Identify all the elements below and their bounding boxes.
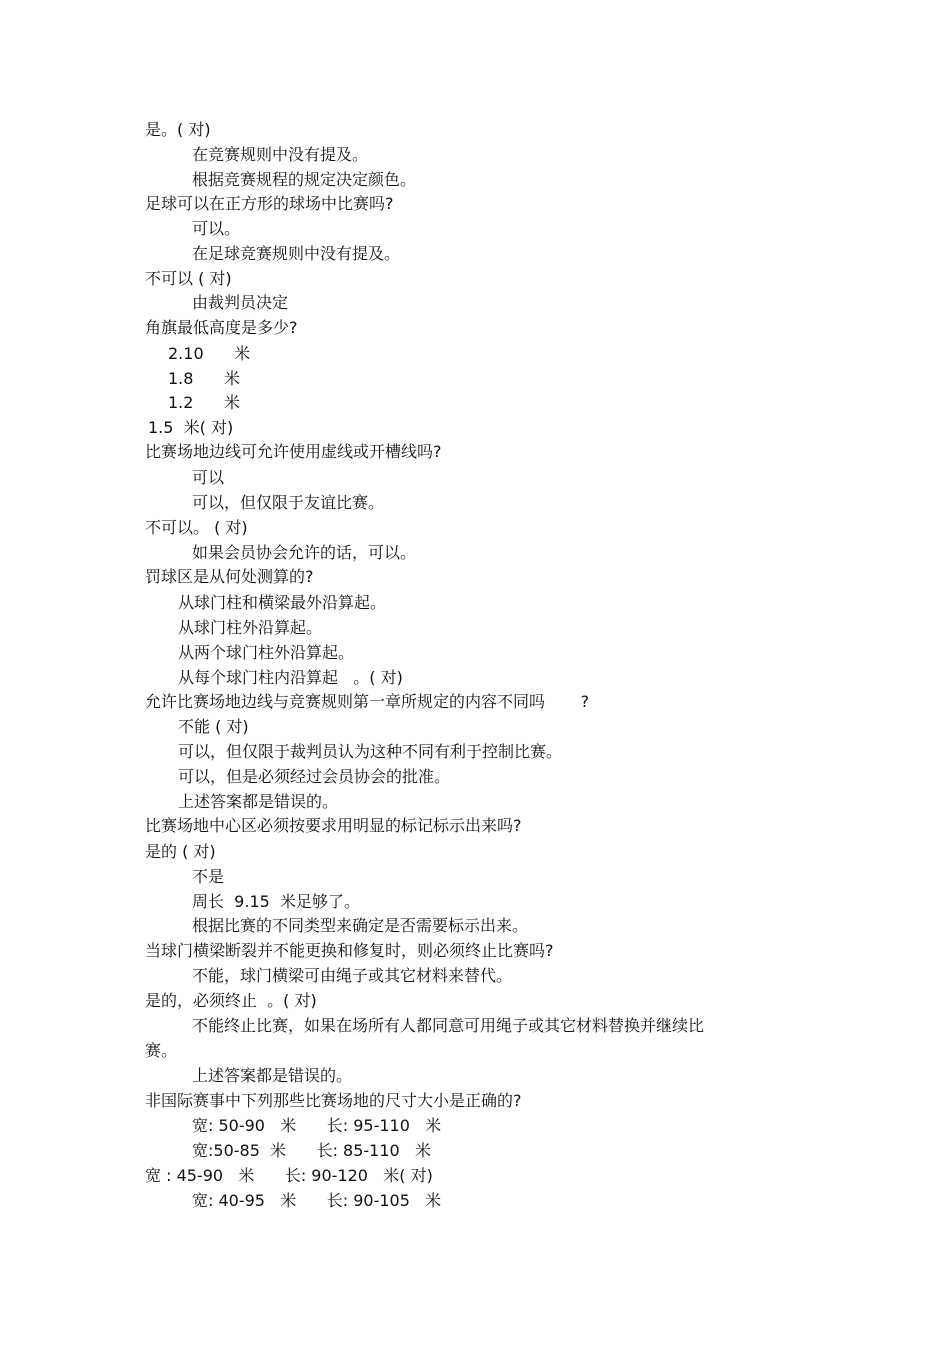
text-line: 上述答案都是错误的。 — [178, 792, 339, 811]
text-line: 可以，但是必须经过会员协会的批准。 — [178, 767, 451, 786]
text-line: 上述答案都是错误的。 — [192, 1066, 353, 1085]
text-line: 如果会员协会允许的话，可以。 — [192, 543, 417, 562]
text-line: 2.10 米 — [168, 344, 251, 363]
text-line: 从球门柱外沿算起。 — [178, 618, 323, 637]
text-line: 不能，球门横梁可由绳子或其它材料来替代。 — [192, 966, 513, 985]
text-line: 是。( 对) — [145, 120, 211, 139]
text-line: 可以，但仅限于友谊比赛。 — [192, 493, 385, 512]
text-line: 非国际赛事中下列那些比赛场地的尺寸大小是正确的? — [145, 1091, 522, 1110]
text-line: 从每个球门柱内沿算起 。( 对) — [178, 668, 403, 687]
text-line: 从两个球门柱外沿算起。 — [178, 643, 355, 662]
text-line: 根据比赛的不同类型来确定是否需要标示出来。 — [192, 916, 529, 935]
text-line: 罚球区是从何处测算的? — [145, 567, 314, 586]
text-line: 是的，必须终止 。( 对) — [145, 991, 317, 1010]
text-line: 赛。 — [145, 1041, 178, 1060]
text-line: 在足球竞赛规则中没有提及。 — [192, 244, 401, 263]
text-line: 比赛场地边线可允许使用虚线或开槽线吗? — [145, 442, 442, 461]
text-line: 宽:50-85 米 长: 85-110 米 — [192, 1141, 431, 1160]
text-line: 不能终止比赛，如果在场所有人都同意可用绳子或其它材料替换并继续比 — [192, 1016, 705, 1035]
text-line: 宽 : 45-90 米 长: 90-120 米( 对) — [145, 1166, 433, 1185]
text-line: 根据竞赛规程的规定决定颜色。 — [192, 170, 417, 189]
text-line: 由裁判员决定 — [192, 293, 289, 312]
text-line: 允许比赛场地边线与竞赛规则第一章所规定的内容不同吗 ? — [145, 692, 590, 711]
text-line: 比赛场地中心区必须按要求用明显的标记标示出来吗? — [145, 816, 522, 835]
text-line: 宽: 40-95 米 长: 90-105 米 — [192, 1191, 442, 1210]
text-line: 可以 — [192, 468, 225, 487]
text-line: 可以。 — [192, 219, 241, 238]
text-line: 宽: 50-90 米 长: 95-110 米 — [192, 1116, 442, 1135]
text-line: 足球可以在正方形的球场中比赛吗? — [145, 194, 394, 213]
text-line: 从球门柱和横梁最外沿算起。 — [178, 593, 387, 612]
text-line: 不可以 ( 对) — [145, 269, 232, 288]
text-line: 当球门横梁断裂并不能更换和修复时，则必须终止比赛吗? — [145, 941, 554, 960]
text-line: 不能 ( 对) — [178, 717, 249, 736]
text-line: 1.2 米 — [168, 393, 240, 412]
text-line: 1.8 米 — [168, 369, 240, 388]
text-line: 1.5 米( 对) — [148, 418, 234, 437]
text-line: 周长 9.15 米足够了。 — [192, 892, 360, 911]
text-line: 角旗最低高度是多少? — [145, 318, 298, 337]
text-line: 是的 ( 对) — [145, 842, 216, 861]
text-line: 在竞赛规则中没有提及。 — [192, 145, 369, 164]
text-line: 可以，但仅限于裁判员认为这种不同有利于控制比赛。 — [178, 742, 563, 761]
text-line: 不是 — [192, 867, 225, 886]
text-line: 不可以。 ( 对) — [145, 518, 248, 537]
